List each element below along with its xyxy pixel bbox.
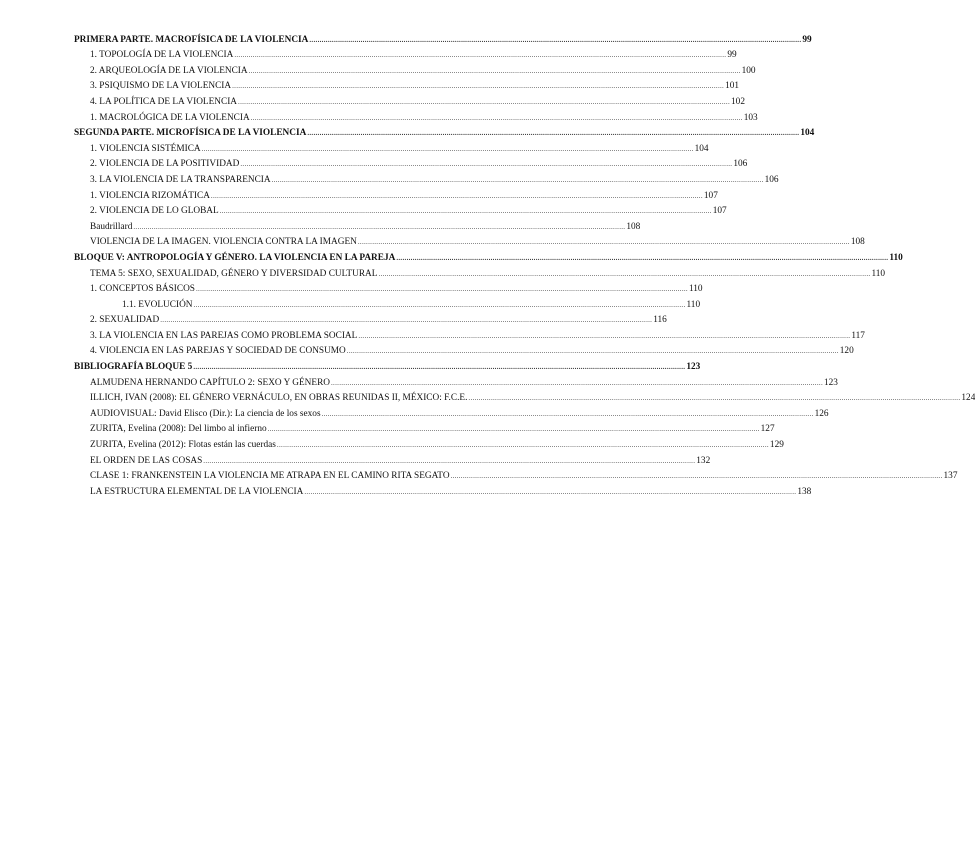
- toc-dot-leader: [277, 439, 769, 451]
- toc-entry-label: 1. MACROLÓGICA DE LA VIOLENCIA: [90, 112, 250, 123]
- toc-dot-leader: [196, 283, 688, 295]
- toc-page-number: 124: [961, 393, 975, 404]
- toc-dot-leader: [304, 486, 796, 498]
- toc-section-entry[interactable]: [74, 124, 815, 140]
- toc-entry[interactable]: [74, 326, 865, 342]
- toc-dot-leader: [240, 158, 732, 170]
- toc-page-number: 110: [688, 284, 703, 295]
- toc-dot-leader: [358, 236, 850, 248]
- toc-entry-label: AUDIOVISUAL: David Elisco (Dir.): La ciencia de los sexos: [90, 408, 321, 419]
- toc-dot-leader: [272, 174, 764, 186]
- toc-entry-label: LA ESTRUCTURA ELEMENTAL DE LA VIOLENCIA: [90, 486, 304, 497]
- toc-dot-leader: [309, 34, 801, 46]
- toc-entry-label: ZURITA, Evelina (2008): Del limbo al infierno: [90, 424, 267, 435]
- toc-entry[interactable]: [74, 139, 709, 155]
- toc-dot-leader: [451, 470, 943, 482]
- toc-entry-label: CLASE 1: FRANKENSTEIN LA VIOLENCIA ME ATRAPA EN EL CAMINO RITA SEGATO: [90, 471, 450, 482]
- toc-dot-leader: [202, 143, 694, 155]
- toc-entry[interactable]: [74, 233, 865, 249]
- toc-page-number: 99: [802, 34, 812, 45]
- toc-page-number: 101: [725, 81, 740, 92]
- toc-entry-label: ILLICH, IVAN (2008): EL GÉNERO VERNÁCULO, EN OBRAS REUNIDAS II, MÉXICO: F.C.E.: [90, 393, 468, 404]
- toc-page-number: 110: [686, 299, 701, 310]
- toc-page-number: 129: [769, 440, 784, 451]
- toc-entry[interactable]: [74, 451, 711, 467]
- toc-page-number: 104: [800, 128, 815, 139]
- table-of-contents: [74, 30, 975, 498]
- toc-entry[interactable]: [74, 311, 667, 327]
- toc-entry[interactable]: [74, 92, 745, 108]
- toc-page-number: 104: [694, 143, 709, 154]
- toc-page-number: 120: [839, 346, 854, 357]
- toc-page-number: 116: [653, 315, 667, 326]
- toc-page-number: 102: [731, 96, 745, 107]
- toc-entry[interactable]: [74, 342, 854, 358]
- toc-dot-leader: [331, 377, 823, 389]
- toc-page-number: 110: [871, 268, 886, 279]
- toc-entry[interactable]: [74, 467, 958, 483]
- toc-page-number: 110: [889, 252, 903, 263]
- toc-entry[interactable]: [74, 108, 758, 124]
- toc-entry-label: 2. ARQUEOLOGÍA DE LA VIOLENCIA: [90, 65, 248, 76]
- toc-entry-label: 1. TOPOLOGÍA DE LA VIOLENCIA: [90, 50, 234, 61]
- toc-entry-label: SEGUNDA PARTE. MICROFÍSICA DE LA VIOLENCIA: [74, 128, 307, 139]
- toc-dot-leader: [160, 314, 652, 326]
- toc-dot-leader: [249, 65, 741, 77]
- toc-page-number: 123: [686, 362, 701, 373]
- toc-page-number: 117: [851, 330, 865, 341]
- toc-section-entry[interactable]: [74, 30, 812, 46]
- toc-entry[interactable]: [74, 217, 641, 233]
- toc-entry-label: 3. LA VIOLENCIA DE LA TRANSPARENCIA: [90, 174, 271, 185]
- toc-entry-label: 4. LA POLÍTICA DE LA VIOLENCIA: [90, 96, 238, 107]
- toc-entry[interactable]: [74, 170, 779, 186]
- toc-page-number: 103: [743, 112, 758, 123]
- toc-entry-label: EL ORDEN DE LAS COSAS: [90, 455, 203, 466]
- toc-entry-label: BIBLIOGRAFÍA BLOQUE 5: [74, 362, 193, 373]
- toc-dot-leader: [251, 112, 743, 124]
- toc-page-number: 106: [764, 174, 779, 185]
- toc-dot-leader: [133, 221, 625, 233]
- toc-entry[interactable]: [74, 389, 975, 405]
- toc-entry-label: 4. VIOLENCIA EN LAS PAREJAS Y SOCIEDAD DE CONSUMO: [90, 346, 346, 357]
- toc-dot-leader: [232, 80, 724, 92]
- toc-entry-label: 3. PSIQUISMO DE LA VIOLENCIA: [90, 81, 232, 92]
- toc-page-number: 138: [797, 486, 812, 497]
- toc-entry-label: 1. VIOLENCIA RIZOMÁTICA: [90, 190, 210, 201]
- toc-page-number: 108: [626, 221, 641, 232]
- toc-dot-leader: [396, 252, 888, 264]
- toc-page-number: 126: [814, 408, 829, 419]
- toc-entry-label: BLOQUE V: ANTROPOLOGÍA Y GÉNERO. LA VIOLENCIA EN LA PAREJA: [74, 252, 396, 263]
- toc-entry[interactable]: [74, 482, 812, 498]
- toc-entry-label: 2. VIOLENCIA DE LO GLOBAL: [90, 206, 219, 217]
- toc-entry-label: 1. CONCEPTOS BÁSICOS: [90, 284, 195, 295]
- toc-entry[interactable]: [74, 46, 737, 62]
- toc-entry[interactable]: [74, 373, 838, 389]
- toc-dot-leader: [358, 330, 850, 342]
- toc-page-number: 99: [727, 50, 737, 61]
- toc-page-number: 137: [943, 471, 958, 482]
- toc-page-number: 106: [733, 159, 748, 170]
- toc-page-number: 107: [712, 206, 727, 217]
- toc-page-number: 123: [824, 377, 838, 388]
- toc-dot-leader: [211, 190, 703, 202]
- toc-entry[interactable]: [74, 264, 886, 280]
- toc-entry-label: 2. VIOLENCIA DE LA POSITIVIDAD: [90, 159, 240, 170]
- toc-dot-leader: [220, 205, 712, 217]
- toc-entry-label: ALMUDENA HERNANDO CAPÍTULO 2: SEXO Y GÉNERO: [90, 377, 330, 388]
- toc-entry-label: PRIMERA PARTE. MACROFÍSICA DE LA VIOLENCIA: [74, 34, 309, 45]
- toc-dot-leader: [203, 455, 695, 467]
- toc-entry-label: VIOLENCIA DE LA IMAGEN. VIOLENCIA CONTRA LA IMAGEN: [90, 237, 357, 248]
- toc-entry-label: 1.1. EVOLUCIÓN: [122, 299, 193, 310]
- toc-dot-leader: [268, 423, 760, 435]
- toc-entry[interactable]: [74, 435, 784, 451]
- toc-dot-leader: [468, 392, 960, 404]
- toc-entry[interactable]: [74, 202, 727, 218]
- toc-dot-leader: [347, 345, 839, 357]
- toc-dot-leader: [234, 49, 726, 61]
- toc-dot-leader: [238, 96, 730, 108]
- toc-page-number: 100: [741, 65, 756, 76]
- toc-entry-label: 3. LA VIOLENCIA EN LAS PAREJAS COMO PROBLEMA SOCIAL: [90, 330, 358, 341]
- toc-entry-label: Baudrillard: [90, 221, 133, 232]
- toc-entry-label: 1. VIOLENCIA SISTÉMICA: [90, 143, 201, 154]
- toc-entry[interactable]: [74, 420, 775, 436]
- toc-entry[interactable]: [74, 77, 740, 93]
- toc-entry-label: TEMA 5: SEXO, SEXUALIDAD, GÉNERO Y DIVERSIDAD CULTURAL: [90, 268, 378, 279]
- toc-entry[interactable]: [74, 186, 718, 202]
- toc-entry-label: 2. SEXUALIDAD: [90, 315, 160, 326]
- toc-entry[interactable]: [74, 404, 829, 420]
- toc-section-entry[interactable]: [74, 248, 903, 264]
- toc-dot-leader: [194, 299, 686, 311]
- toc-dot-leader: [307, 127, 799, 139]
- toc-page-number: 132: [696, 455, 711, 466]
- toc-dot-leader: [193, 361, 685, 373]
- toc-page-number: 107: [703, 190, 718, 201]
- toc-page-number: 127: [760, 424, 775, 435]
- toc-entry[interactable]: [74, 61, 756, 77]
- toc-entry[interactable]: [74, 295, 701, 311]
- toc-entry-label: ZURITA, Evelina (2012): Flotas están las cuerdas: [90, 440, 276, 451]
- toc-dot-leader: [322, 408, 814, 420]
- toc-section-entry[interactable]: [74, 357, 701, 373]
- toc-entry[interactable]: [74, 155, 748, 171]
- toc-entry[interactable]: [74, 280, 703, 296]
- toc-page-number: 108: [850, 237, 865, 248]
- toc-dot-leader: [378, 268, 870, 280]
